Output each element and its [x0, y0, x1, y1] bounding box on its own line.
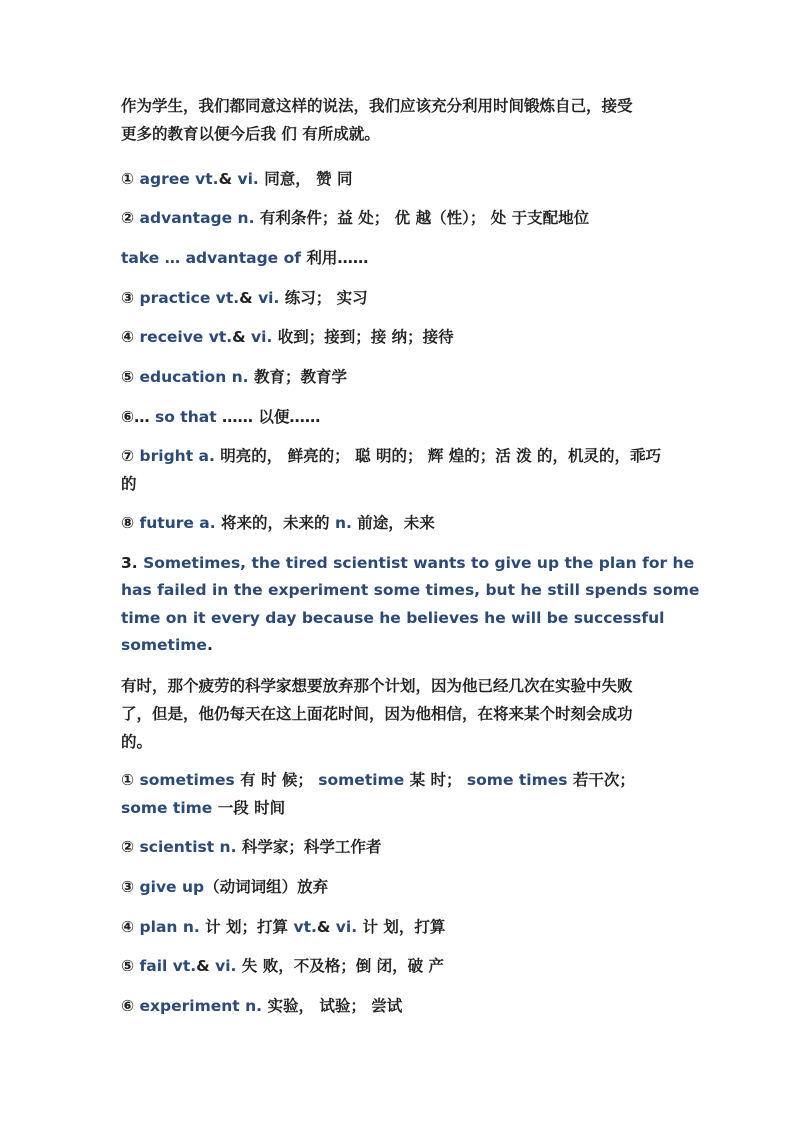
sentence-3-line-4	[121, 634, 213, 656]
sentence-3-translation-line-3	[121, 731, 152, 753]
english-term: fail vt.	[139, 957, 197, 975]
chinese-text: 科学家；科学工作者	[236, 838, 382, 856]
english-term: vi.	[215, 957, 237, 975]
vocab-plan	[121, 916, 445, 938]
chinese-text: 作为学生，我们都同意这样的说法，我们应该充分利用时间锻炼自己，接受	[121, 97, 633, 115]
chinese-text: &	[196, 957, 216, 975]
vocab-some-time	[121, 797, 285, 819]
intro-translation-line-2	[121, 123, 380, 145]
vocab-bright	[121, 445, 661, 467]
english-term: future a.	[139, 514, 216, 532]
english-term: scientist n.	[139, 838, 237, 856]
english-term: sometime	[121, 636, 207, 654]
chinese-text: ②	[121, 209, 140, 227]
english-term: some time	[121, 799, 213, 817]
chinese-text: 练习； 实习	[279, 289, 368, 307]
chinese-text: 更多的教育以便今后我 们 有所成就。	[121, 125, 380, 143]
chinese-text: 若干次；	[567, 771, 635, 789]
vocab-education	[121, 366, 347, 388]
sentence-3-line-3	[121, 607, 664, 629]
english-term: vi.	[251, 328, 273, 346]
chinese-text: ⑦	[121, 447, 140, 465]
chinese-text: 有时，那个疲劳的科学家想要放弃那个计划，因为他已经几次在实验中失败	[121, 677, 633, 695]
chinese-text: 有利条件；益 处； 优 越（性）； 处 于支配地位	[254, 209, 590, 227]
vocab-bright-continued	[121, 473, 137, 495]
chinese-text: 了，但是，他仍每天在这上面花时间，因为他相信，在将来某个时刻会成功	[121, 705, 633, 723]
english-term: n.	[334, 514, 352, 532]
chinese-text: 收到；接到；接 纳；接待	[272, 328, 454, 346]
chinese-text: ②	[121, 838, 140, 856]
chinese-text: ④	[121, 918, 140, 936]
chinese-text: &	[316, 918, 336, 936]
chinese-text: 同意， 赞 同	[258, 170, 353, 188]
vocab-experiment	[121, 995, 402, 1017]
vocab-practice	[121, 287, 368, 309]
vocab-advantage	[121, 207, 589, 229]
chinese-text: 实验， 试验； 尝试	[262, 997, 403, 1015]
english-term: give up	[139, 878, 205, 896]
vocab-scientist	[121, 836, 381, 858]
chinese-text: 的	[121, 475, 137, 493]
english-term: vi.	[335, 918, 358, 936]
chinese-text: 有 时 候；	[234, 771, 319, 789]
chinese-text: 明亮的， 鲜亮的； 聪 明的； 辉 煌的；活 泼 的，机灵的，乖巧	[214, 447, 662, 465]
chinese-text: ⑤	[121, 957, 140, 975]
chinese-text: ⑤	[121, 368, 140, 386]
english-term: Sometimes, the tired scientist wants to give up the plan for he	[143, 554, 695, 572]
chinese-text: ①	[121, 771, 140, 789]
chinese-text: ⑧	[121, 514, 140, 532]
chinese-text: 一段 时间	[212, 799, 286, 817]
vocab-fail	[121, 955, 444, 977]
english-term: receive vt.	[139, 328, 233, 346]
english-term: sometimes	[139, 771, 235, 789]
chinese-text: 某 时；	[404, 771, 467, 789]
sentence-3-line-2	[121, 579, 699, 601]
vocab-receive	[121, 326, 454, 348]
chinese-text: 3.	[121, 554, 144, 572]
phrase-take-advantage-of	[121, 247, 368, 269]
chinese-text: &	[232, 328, 252, 346]
chinese-text: ④	[121, 328, 140, 346]
english-term: education n.	[139, 368, 249, 386]
chinese-text: ③	[121, 878, 140, 896]
chinese-text: 的。	[121, 733, 153, 751]
english-term: take … advantage of	[121, 249, 301, 267]
chinese-text: 失 败，不及格；倒 闭，破 产	[236, 957, 444, 975]
english-term: so that	[155, 408, 217, 426]
chinese-text: .	[206, 636, 213, 654]
chinese-text: 将来的，未来的	[215, 514, 335, 532]
chinese-text: ⑥…	[121, 408, 156, 426]
chinese-text: 教育；教育学	[248, 368, 347, 386]
english-term: practice vt.	[139, 289, 240, 307]
english-term: vt.	[293, 918, 317, 936]
chinese-text: ⑥	[121, 997, 140, 1015]
english-term: experiment n.	[139, 997, 263, 1015]
english-term: advantage n.	[139, 209, 255, 227]
english-term: bright a.	[139, 447, 215, 465]
chinese-text: 计 划；打算	[199, 918, 294, 936]
chinese-text: ①	[121, 170, 140, 188]
chinese-text: 计 划，打算	[357, 918, 446, 936]
chinese-text: （动词词组）放弃	[204, 878, 329, 896]
vocab-sometimes	[121, 769, 635, 791]
english-term: vi.	[258, 289, 280, 307]
phrase-give-up	[121, 876, 328, 898]
english-term: time on it every day because he believes he will be successful	[121, 609, 665, 627]
vocab-agree	[121, 168, 353, 190]
sentence-3-translation-line-2	[121, 703, 633, 725]
chinese-text: ③	[121, 289, 140, 307]
sentence-3-line-1	[121, 552, 694, 574]
phrase-so-that	[121, 406, 320, 428]
english-term: plan n.	[139, 918, 200, 936]
english-term: some times	[466, 771, 568, 789]
chinese-text: …… 以便……	[216, 408, 321, 426]
chinese-text: 前途，未来	[351, 514, 435, 532]
english-term: agree vt.	[139, 170, 219, 188]
english-term: has failed in the experiment some times, but he still spends some	[121, 581, 700, 599]
vocab-future	[121, 512, 435, 534]
sentence-3-translation-line-1	[121, 675, 633, 697]
intro-translation-line-1	[121, 95, 633, 117]
chinese-text: &	[239, 289, 259, 307]
chinese-text: 利用……	[300, 249, 369, 267]
chinese-text: &	[218, 170, 238, 188]
english-term: vi.	[237, 170, 259, 188]
english-term: sometime	[318, 771, 405, 789]
